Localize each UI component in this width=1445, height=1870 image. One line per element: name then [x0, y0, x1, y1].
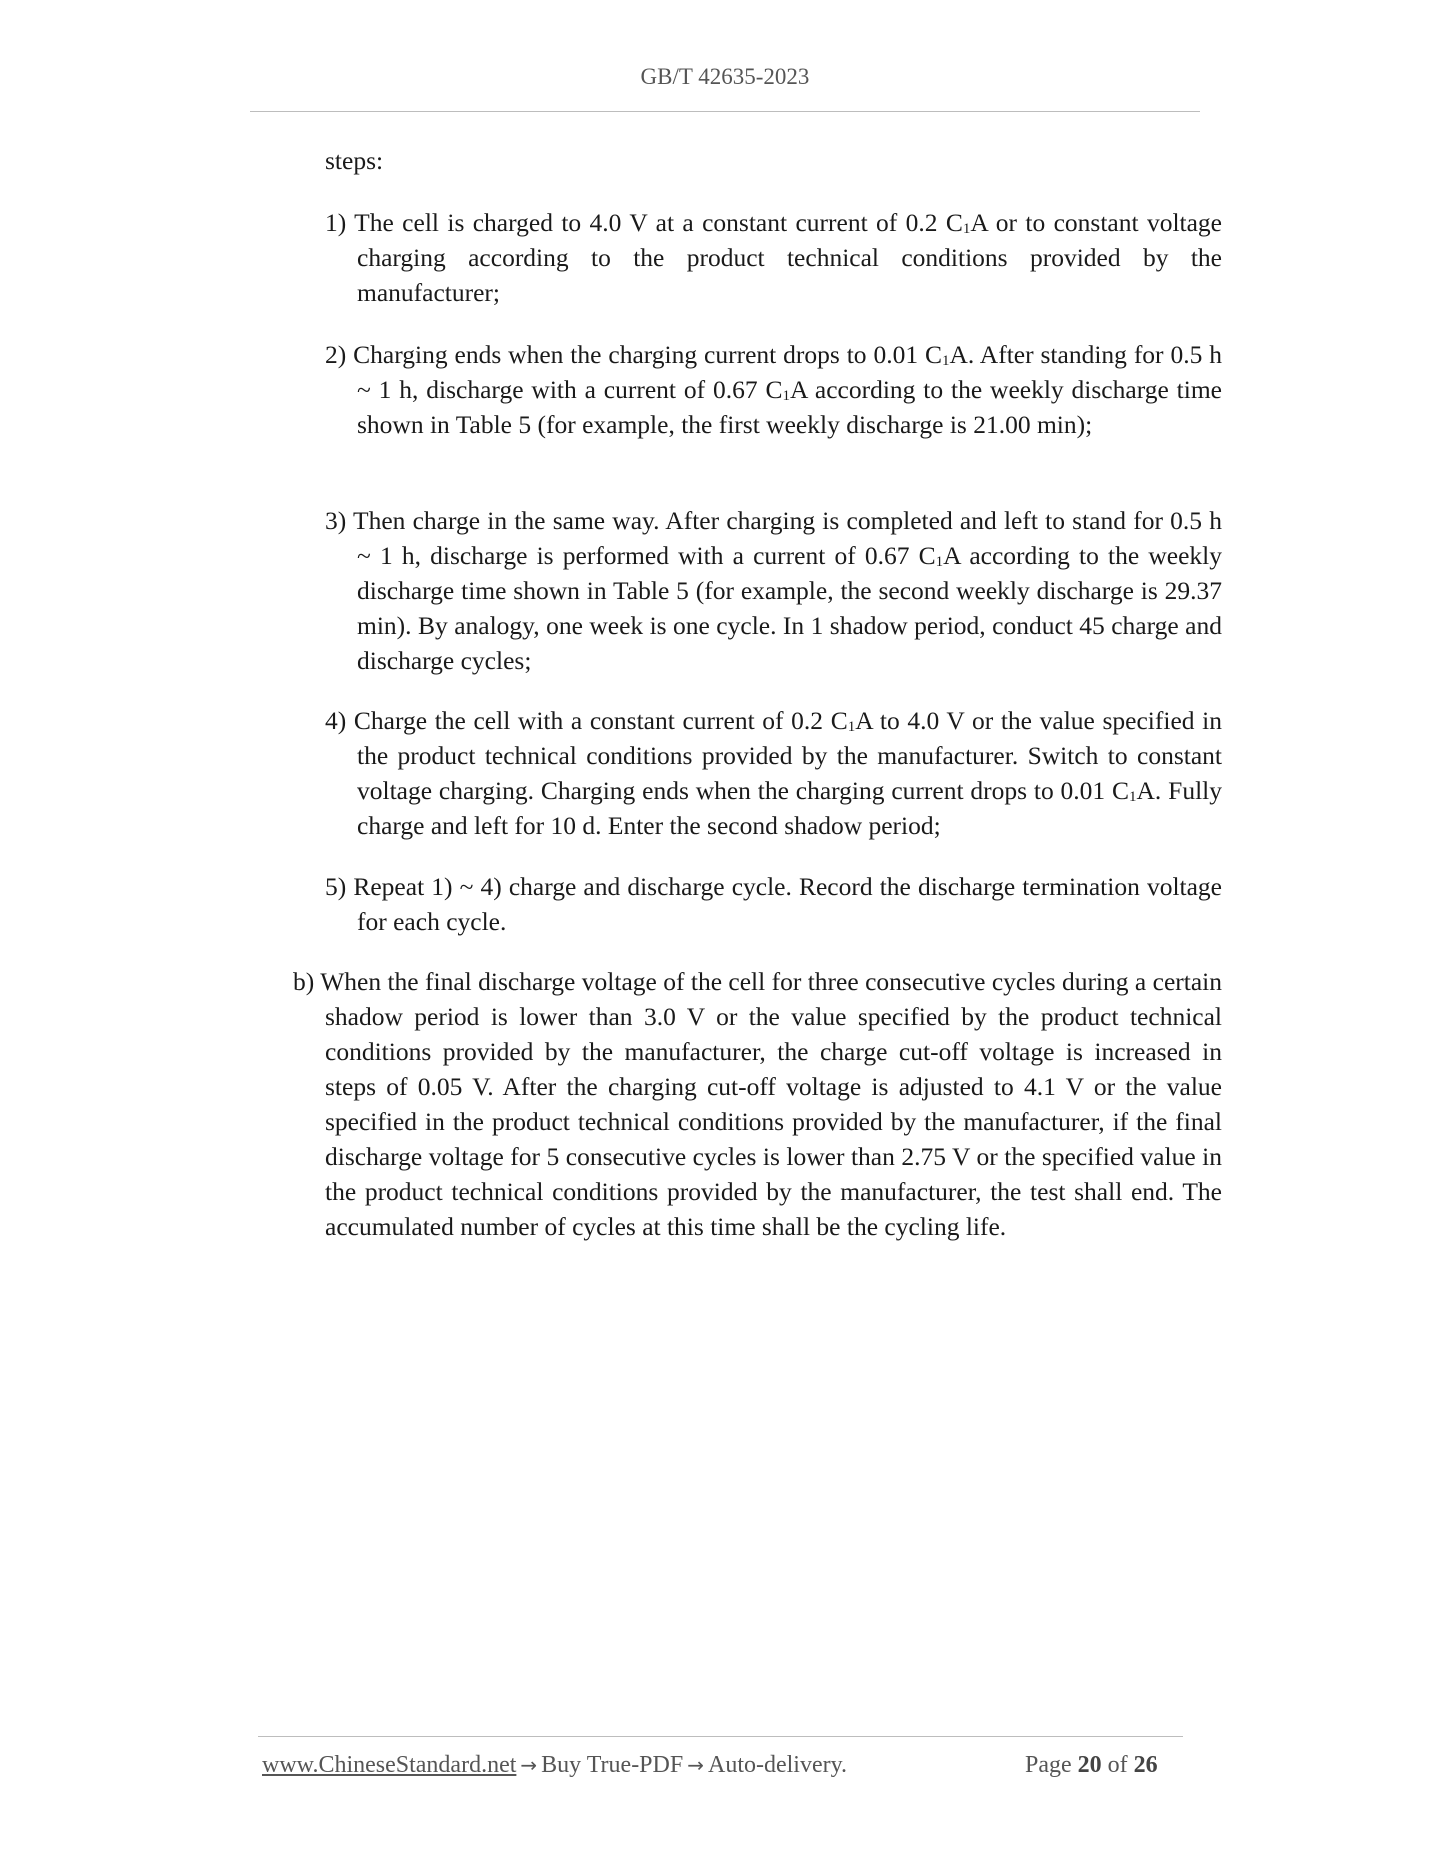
step-label: 3): [325, 506, 347, 535]
current-page-number: 20: [1077, 1752, 1102, 1778]
step-item-5: [325, 869, 1222, 939]
step-text: A. After standing for 0.5 h ~ 1 h, discharge with a current of 0.67 C: [357, 340, 1222, 404]
total-pages-number: 26: [1133, 1752, 1158, 1778]
page-indicator: [1025, 1752, 1158, 1779]
step-text: The cell is charged to 4.0 V at a constant current of 0.2 C: [354, 208, 963, 237]
subscript: 1: [782, 388, 791, 404]
step-label: 1): [325, 208, 347, 237]
clause-item-b: [293, 964, 1222, 1244]
footer-promo: [262, 1752, 847, 1779]
step-text: A. Fully charge and left for 10 d. Enter the second shadow period;: [357, 776, 1222, 840]
arrow-right-icon: →: [520, 1753, 538, 1777]
step-text: A to 4.0 V or the value specified in the product technical conditions provided by the manufacturer. Switch to constant voltage charging. Charging ends when the charging current drops to 0.01 C: [357, 706, 1223, 805]
of-word: of: [1107, 1752, 1128, 1778]
step-item-3: [325, 503, 1222, 678]
clause-label: b): [293, 967, 315, 996]
step-item-4: [325, 703, 1222, 843]
subscript: 1: [847, 719, 856, 735]
step-label: 4): [325, 706, 347, 735]
arrow-right-icon: →: [687, 1753, 704, 1777]
footer-divider: [258, 1736, 1183, 1737]
step-text: Charging ends when the charging current drops to 0.01 C: [353, 340, 942, 369]
step-text: Then charge in the same way. After charging is completed and left to stand for 0.5 h ~ 1 h, discharge is performed with a current of 0.67 C: [353, 506, 1222, 570]
buy-pdf-text: Buy True-PDF: [541, 1752, 684, 1778]
step-item-2: [325, 337, 1222, 442]
subscript: 1: [962, 221, 971, 237]
step-text: A according to the weekly discharge time shown in Table 5 (for example, the first weekly discharge is 21.00 min);: [357, 375, 1222, 439]
step-label: 5): [325, 872, 347, 901]
step-item-1: [325, 205, 1222, 310]
auto-delivery-text: Auto-delivery.: [707, 1752, 848, 1778]
website-link[interactable]: www.ChineseStandard.net: [262, 1752, 517, 1778]
step-label: 2): [325, 340, 347, 369]
document-id-header: GB/T 42635-2023: [640, 64, 810, 89]
subscript: 1: [935, 554, 944, 570]
step-text: A or to constant voltage charging according to the product technical conditions provided by the manufacturer;: [357, 208, 1223, 307]
clause-text: When the final discharge voltage of the cell for three consecutive cycles during a certain shadow period is lower than 3.0 V or the value specified by the product technical conditions provided by the manufacturer, the charge cut-off voltage is increased in steps of 0.05 V. After the charging cut-off voltage is adjusted to 4.1 V or the value specified in the product technical conditions provided by the manufacturer, if the final discharge voltage for 5 consecutive cycles is lower than 2.75 V or the specified value in the product technical conditions provided by the manufacturer, the test shall end. The accumulated number of cycles at this time shall be the cycling life.: [320, 967, 1222, 1241]
subscript: 1: [942, 353, 950, 369]
step-text: Repeat 1) ~ 4) charge and discharge cycle. Record the discharge termination voltage for each cycle.: [353, 872, 1222, 936]
subscript: 1: [1129, 789, 1137, 805]
lead-text: steps:: [325, 146, 384, 175]
header-divider: [250, 111, 1200, 112]
step-text: A according to the weekly discharge time shown in Table 5 (for example, the second weekly discharge is 29.37 min). By analogy, one week is one cycle. In 1 shadow period, conduct 45 charge and discharge cycles;: [357, 541, 1222, 675]
step-text: Charge the cell with a constant current of 0.2 C: [353, 706, 848, 735]
page-word: Page: [1025, 1752, 1072, 1778]
